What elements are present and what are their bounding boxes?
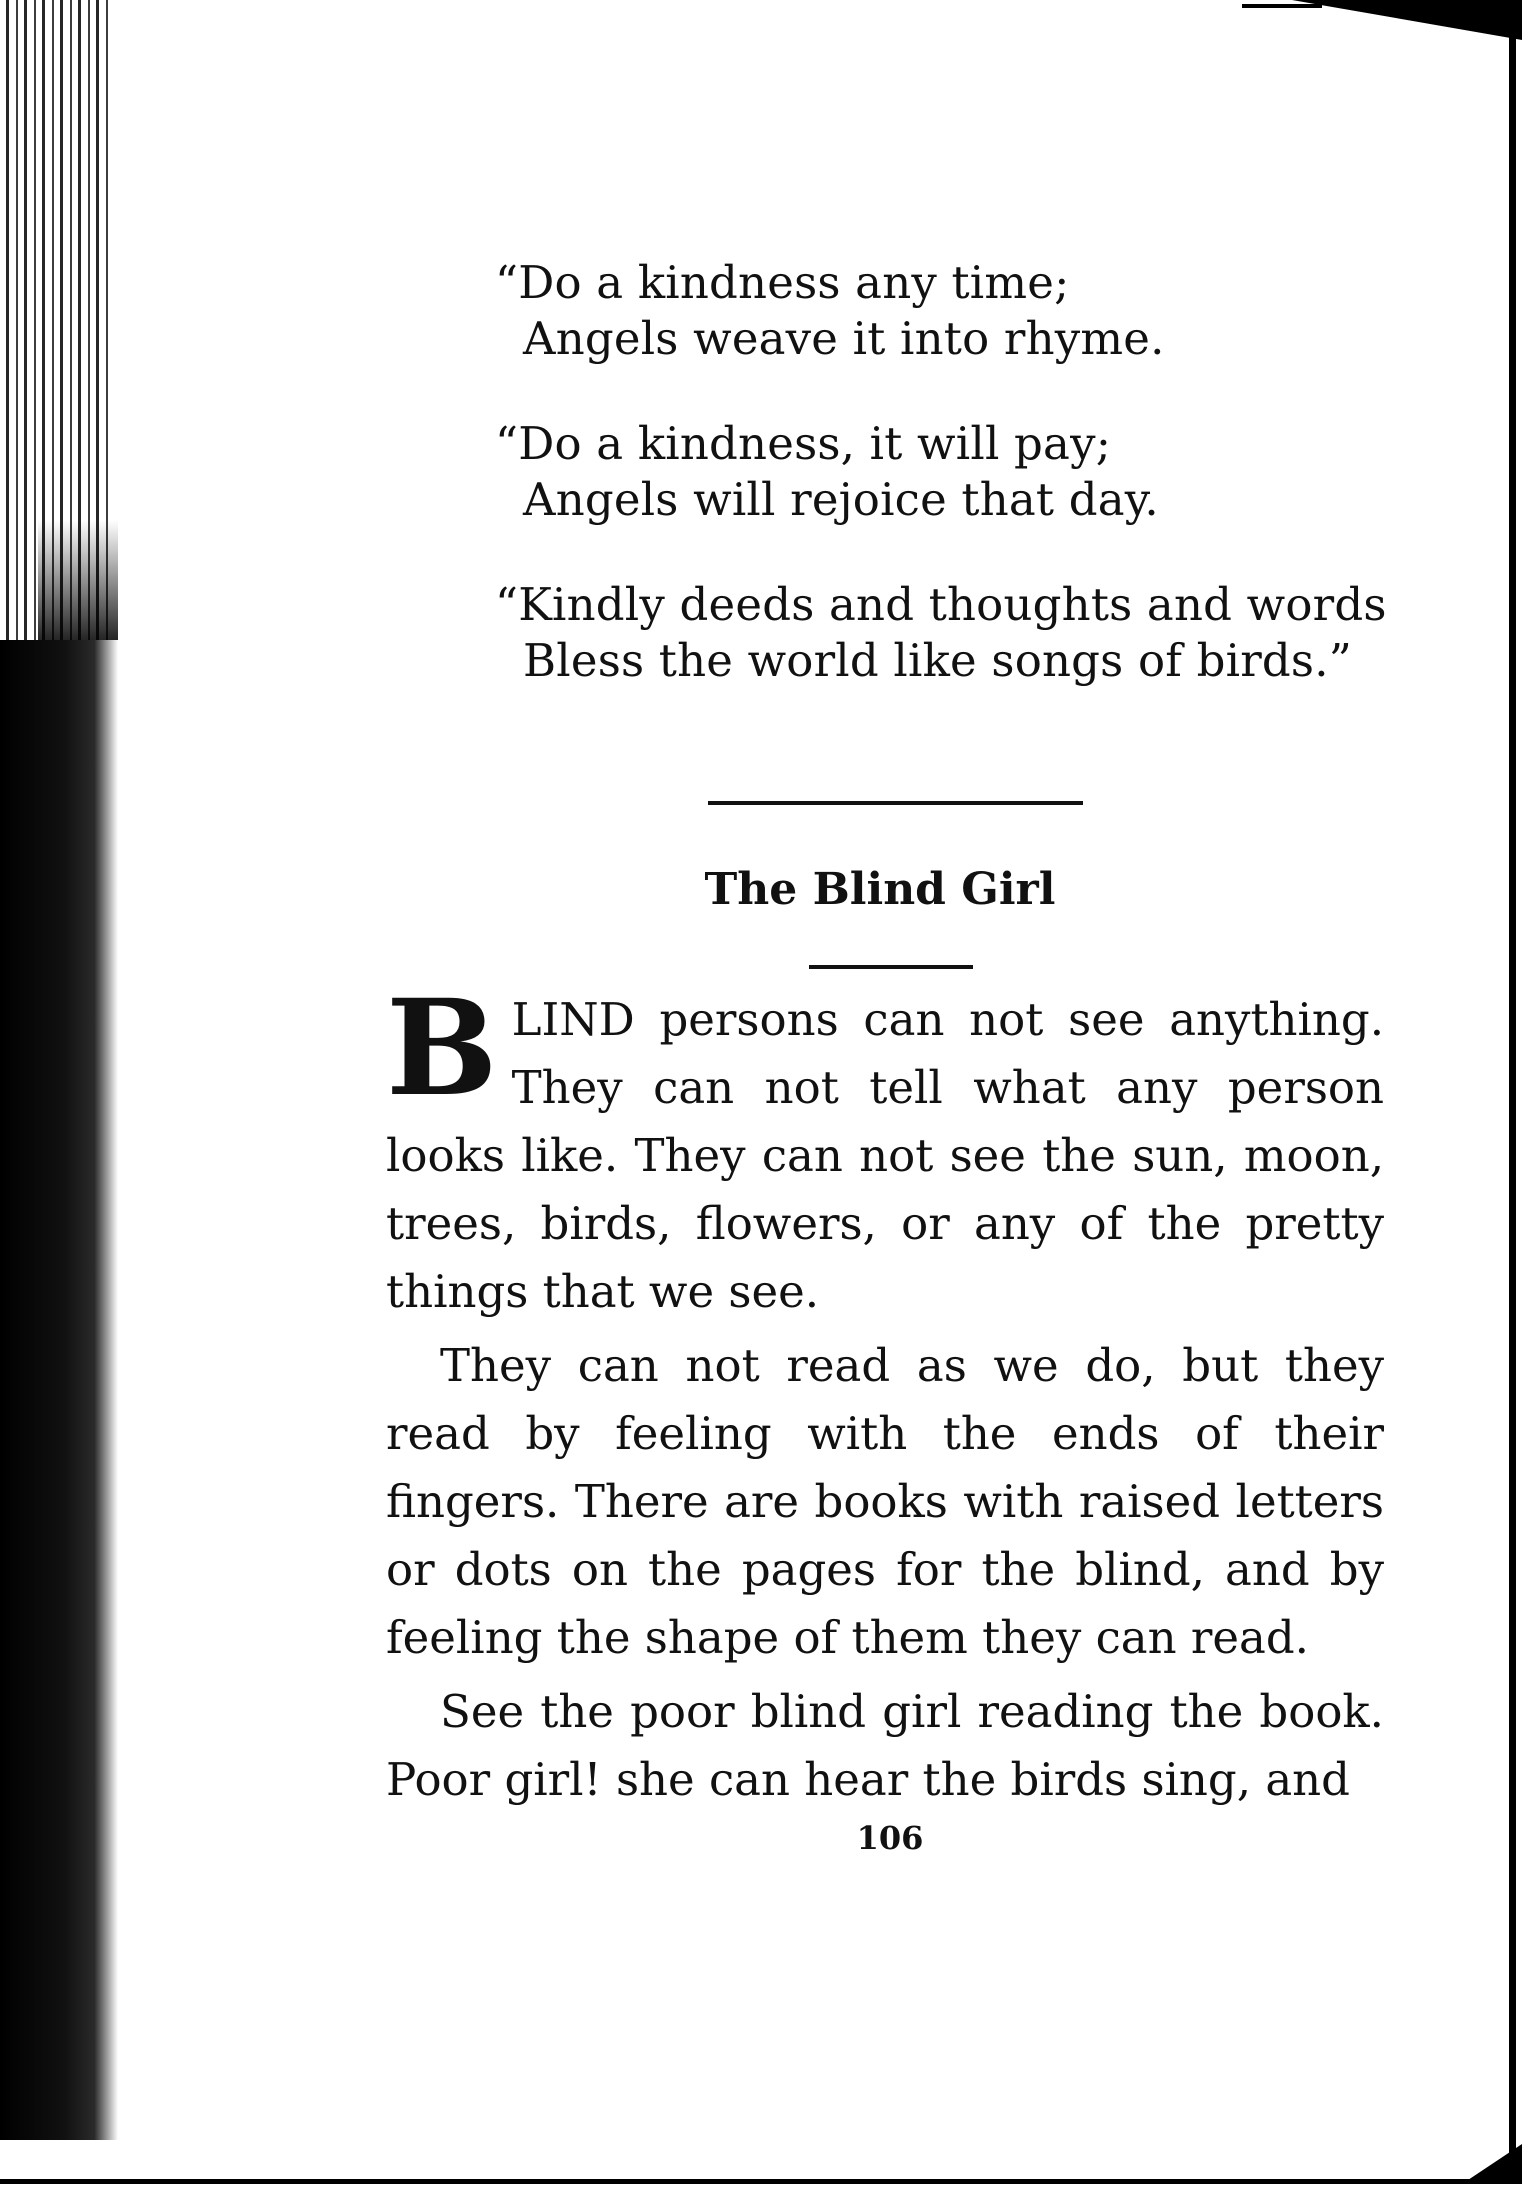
page-number: 106: [856, 1819, 924, 1857]
binding-shadow: [0, 640, 118, 2140]
page-corner-top: [1292, 0, 1522, 40]
paragraph-text: LIND persons can not see anything. They can not tell what any person looks like. They can not see the sun, moon, trees, birds, flowers, or any of the pretty things that we see.: [386, 993, 1384, 1318]
poem-line: Bless the world like songs of birds.”: [523, 634, 1352, 687]
poem-line: Angels weave it into rhyme.: [523, 312, 1165, 365]
story-paragraph: [386, 971, 1384, 1326]
story-paragraph: They can not read as we do, but they read by feeling with the ends of their fingers. There are books with raised letters or dots on the pages for the blind, and by feeling the shape of them they can read.: [386, 1339, 1384, 1664]
poem-line: Angels will rejoice that day.: [523, 473, 1159, 526]
poem-line: “Kindly deeds and thoughts and words: [495, 578, 1387, 631]
binding-shadow-fade: [38, 520, 118, 660]
book-binding-edge: [0, 0, 118, 2190]
section-divider: [708, 801, 1083, 805]
drop-cap: B: [386, 971, 498, 1126]
poem-stanza: [495, 255, 1425, 367]
poem-stanza: [495, 577, 1425, 689]
poem-stanza: [495, 416, 1425, 528]
title-underline: [809, 965, 973, 969]
page-edge-bottom: [0, 2179, 1522, 2184]
story-body: [386, 971, 1384, 1820]
page-corner-bottom: [1462, 2144, 1522, 2184]
poem: [495, 255, 1425, 738]
story-paragraph: See the poor blind girl reading the book. Poor girl! she can hear the birds sing, and: [386, 1685, 1384, 1806]
poem-line: “Do a kindness any time;: [495, 256, 1070, 309]
page-edge-right: [1509, 20, 1516, 2170]
poem-line: “Do a kindness, it will pay;: [495, 417, 1112, 470]
story-title: The Blind Girl: [704, 864, 1056, 915]
scan-mark-top: [1242, 4, 1322, 8]
